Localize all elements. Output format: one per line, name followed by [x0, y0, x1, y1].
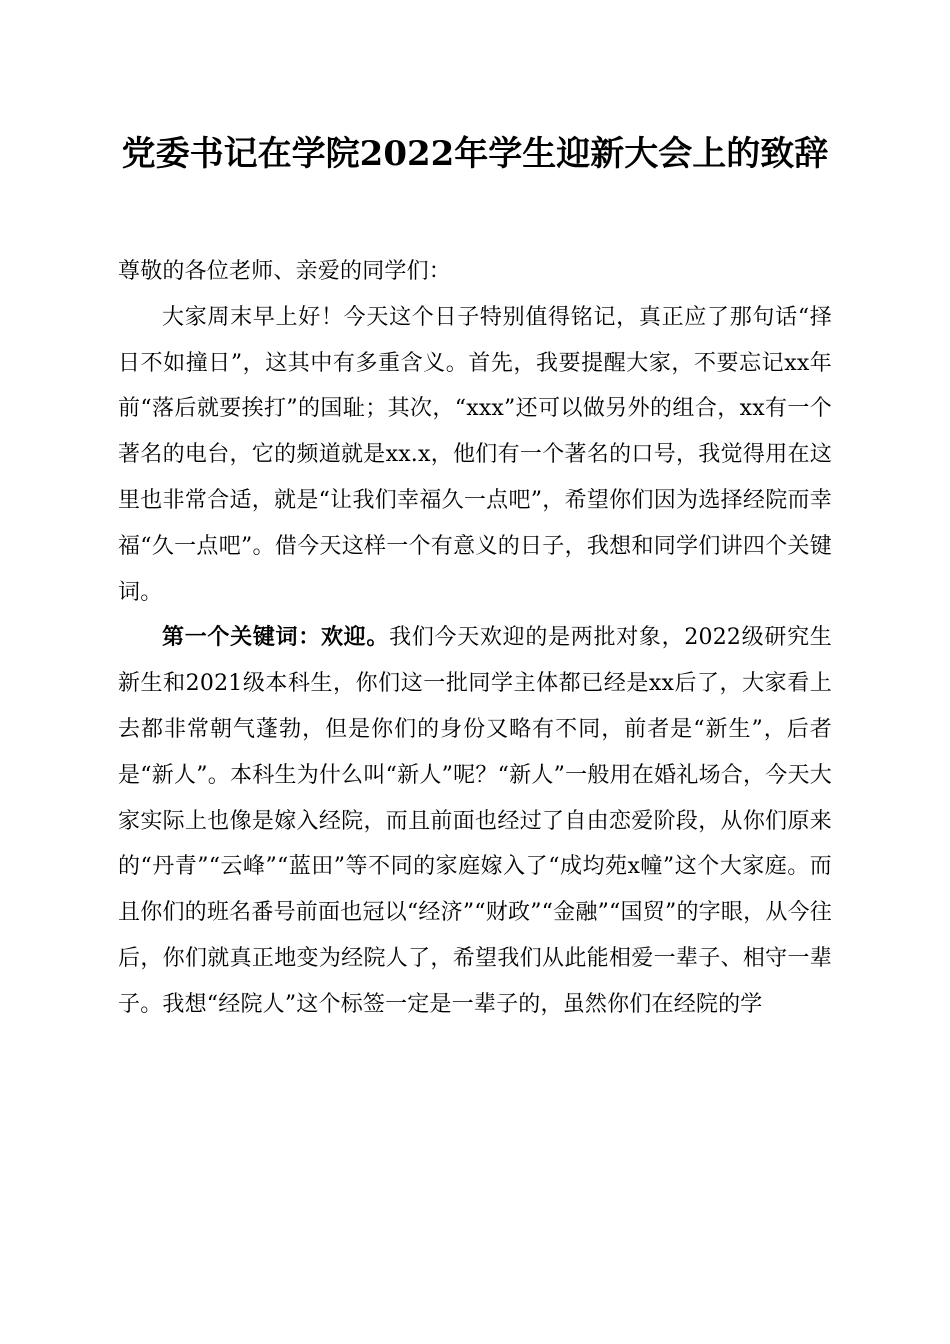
salutation: 尊敬的各位老师、亲爱的同学们： — [118, 259, 452, 284]
document-body — [118, 249, 832, 1028]
document-title: 党委书记在学院2022年学生迎新大会上的致辞 — [121, 134, 829, 174]
paragraph-keyword-welcome — [118, 615, 832, 1027]
paragraph-opening — [118, 295, 832, 616]
paragraph-text: 我们今天欢迎的是两批对象，2022级研究生新生和2021级本科生，你们这一批同学主体都已经是xx后了，大家看上去都非常朝气蓬勃，但是你们的身份又略有不同，前者是“新生”，后者是“新人”。本科生为什么叫“新人”呢？“新人”一般用在婚礼场合，今天大家实际上也像是嫁入经院，而且前面也经过了自由恋爱阶段，从你们原来的“丹青”“云峰”“蓝田”等不同的家庭嫁入了“成均苑x幢”这个大家庭。而且你们的班名番号前面也冠以“经济”“财政”“金融”“国贸”的字眼，从今往后，你们就真正地变为经院人了，希望我们从此能相爱一辈子、相守一辈子。我想“经院人”这个标签一定是一辈子的，虽然你们在经院的学 — [118, 625, 832, 1017]
paragraph-keyword: 第一个关键词：欢迎。 — [162, 624, 390, 651]
paragraph-text: 大家周末早上好！今天这个日子特别值得铭记，真正应了那句话“择日不如撞日”，这其中有多重含义。首先，我要提醒大家，不要忘记xx年前“落后就要挨打”的国耻；其次，“xxx”还可以做另外的组合，xx有一个著名的电台，它的频道就是xx.x，他们有一个著名的口号，我觉得用在这里也非常合适，就是“让我们幸福久一点吧”，希望你们因为选择经院而幸福“久一点吧”。借今天这样一个有意义的日子，我想和同学们讲四个关键词。 — [118, 304, 832, 605]
